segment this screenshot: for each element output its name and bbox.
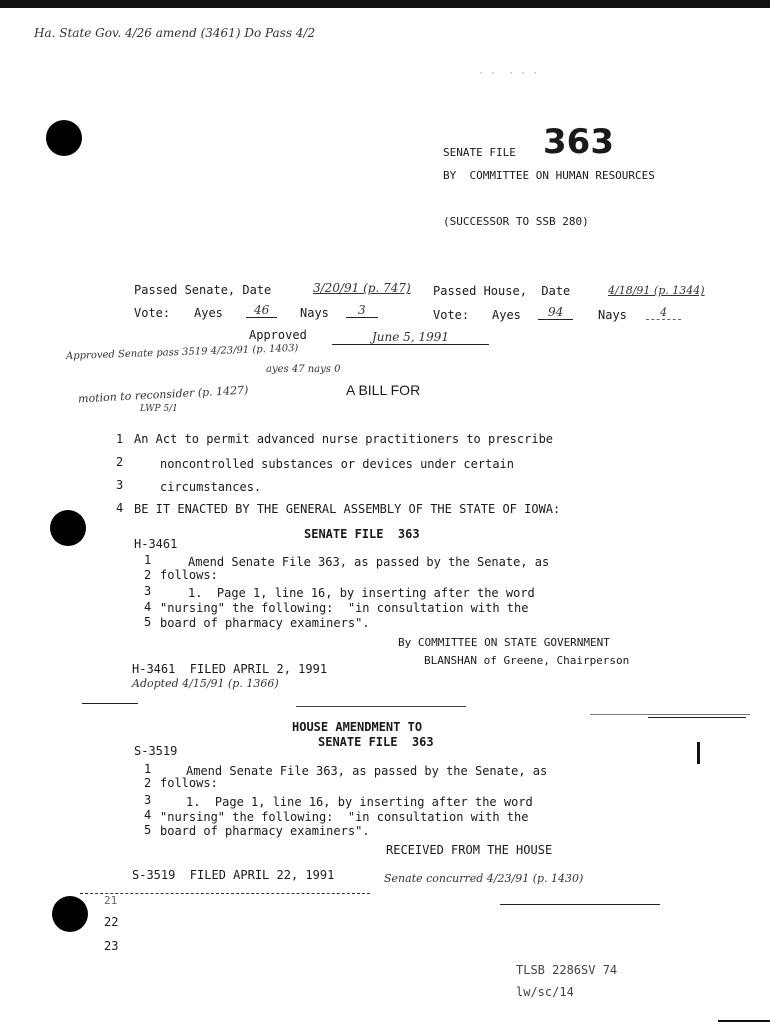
amendment-line-text: board of pharmacy examiners". [160, 616, 370, 630]
senate-vote-label: Vote: [134, 306, 171, 320]
house-ayes-value: 94 [538, 305, 573, 320]
bill-line-text: noncontrolled substances or devices under certain [160, 457, 515, 471]
bill-title: A BILL FOR [346, 382, 421, 398]
house-nays-label: Nays [598, 308, 627, 322]
page-bottom-mark [718, 1020, 770, 1022]
hole-punch-bottom [52, 896, 88, 932]
divider-right-strong [648, 717, 746, 718]
amendment-line-number: 2 [144, 568, 152, 582]
amendment-line-number: 4 [144, 600, 152, 614]
amendment-line-text: Amend Senate File 363, as passed by the Senate, as [186, 764, 548, 778]
amendment-received: RECEIVED FROM THE HOUSE [386, 843, 553, 857]
amendment-line-number: 3 [144, 584, 152, 598]
amendment-title-line-2: SENATE FILE 363 [318, 735, 434, 749]
passed-senate-label: Passed Senate, Date [134, 283, 272, 297]
page-top-edge [0, 0, 770, 8]
bill-line-number: 4 [116, 501, 124, 515]
senate-date: 3/20/91 (p. 747) [313, 281, 411, 295]
amendment-line-text: board of pharmacy examiners". [160, 824, 370, 838]
amendment-title-line-1: HOUSE AMENDMENT TO [292, 720, 423, 734]
bill-line-number: 3 [116, 478, 124, 492]
amendment-line-text: follows: [160, 568, 218, 582]
amendment-filed: S-3519 FILED APRIL 22, 1991 [132, 868, 335, 882]
handwritten-reconsider-note: Approved Senate pass 3519 4/23/91 (p. 1403) [65, 342, 299, 363]
approved-date: June 5, 1991 [332, 330, 489, 345]
amendment-line-text: 1. Page 1, line 16, by inserting after the word [188, 586, 535, 600]
amendment-line-number: 1 [144, 762, 152, 776]
house-date: 4/18/91 (p. 1344) [608, 284, 705, 297]
approved-label: Approved [249, 328, 307, 342]
bill-line-number: 2 [116, 455, 124, 469]
divider-bottom-dashed [80, 893, 370, 895]
hole-punch-top [46, 120, 82, 156]
amendment-chairperson: BLANSHAN of Greene, Chairperson [424, 654, 630, 667]
by-line: BY COMMITTEE ON HUMAN RESOURCES [443, 169, 655, 182]
senate-nays-label: Nays [300, 306, 329, 320]
senate-nays-value: 3 [346, 303, 378, 318]
line-number-23: 23 [104, 939, 119, 953]
house-nays-value: 4 [646, 306, 681, 320]
amendment-line-text: follows: [160, 776, 218, 790]
amendment-line-number: 1 [144, 553, 152, 567]
amendment-filed: H-3461 FILED APRIL 2, 1991 [132, 662, 328, 676]
divider-bottom-right [500, 904, 660, 905]
margin-mark [697, 742, 700, 764]
amendment-line-number: 3 [144, 793, 152, 807]
amendment-line-number: 5 [144, 615, 152, 629]
senate-ayes-label: Ayes [194, 306, 223, 320]
amendment-line-text: 1. Page 1, line 16, by inserting after the word [186, 795, 533, 809]
divider-center [296, 706, 466, 707]
line-number-22: 22 [104, 915, 119, 929]
house-ayes-label: Ayes [492, 308, 521, 322]
amendment-id: H-3461 [134, 537, 178, 551]
handwritten-ayes-nays-note: ayes 47 nays 0 [266, 364, 341, 375]
hole-punch-middle [50, 510, 86, 546]
amendment-title: SENATE FILE 363 [304, 527, 420, 541]
amendment-line-number: 4 [144, 808, 152, 822]
handwritten-top-note: Ha. State Gov. 4/26 amend (3461) Do Pass 4/2 [34, 26, 316, 40]
bill-line-text: An Act to permit advanced nurse practitioners to prescribe [134, 432, 554, 446]
handwritten-adopted-note: Adopted 4/15/91 (p. 1366) [132, 677, 279, 690]
handwritten-concurred-note: Senate concurred 4/23/91 (p. 1430) [384, 872, 584, 885]
divider-right [590, 714, 750, 715]
line-number-21: 21 [104, 894, 118, 907]
senate-ayes-value: 46 [246, 303, 277, 318]
amendment-line-number: 5 [144, 823, 152, 837]
footer-code: TLSB 2286SV 74 [516, 963, 618, 977]
bill-line-number: 1 [116, 432, 124, 446]
passed-house-label: Passed House, Date [433, 284, 571, 298]
successor-note: (SUCCESSOR TO SSB 280) [443, 215, 589, 228]
amendment-line-text: "nursing" the following: "in consultation with the [160, 601, 529, 615]
handwritten-motion-sub: LWP 5/1 [140, 404, 178, 414]
house-vote-label: Vote: [433, 308, 470, 322]
amendment-line-text: "nursing" the following: "in consultation with the [160, 810, 529, 824]
amendment-line-text: Amend Senate File 363, as passed by the Senate, as [188, 555, 550, 569]
handwritten-motion-note: motion to reconsider (p. 1427) [77, 383, 249, 406]
amendment-by-committee: By COMMITTEE ON STATE GOVERNMENT [398, 636, 610, 649]
amendment-id: S-3519 [134, 744, 178, 758]
divider-left [82, 703, 138, 704]
footer-initials: lw/sc/14 [516, 985, 574, 999]
senate-file-number: 363 [543, 122, 614, 162]
faint-stamp: · · · · · [478, 68, 539, 79]
amendment-line-number: 2 [144, 776, 152, 790]
bill-line-text: circumstances. [160, 480, 262, 494]
bill-line-text: BE IT ENACTED BY THE GENERAL ASSEMBLY OF THE STATE OF IOWA: [134, 502, 561, 516]
senate-file-label: SENATE FILE [443, 146, 516, 159]
